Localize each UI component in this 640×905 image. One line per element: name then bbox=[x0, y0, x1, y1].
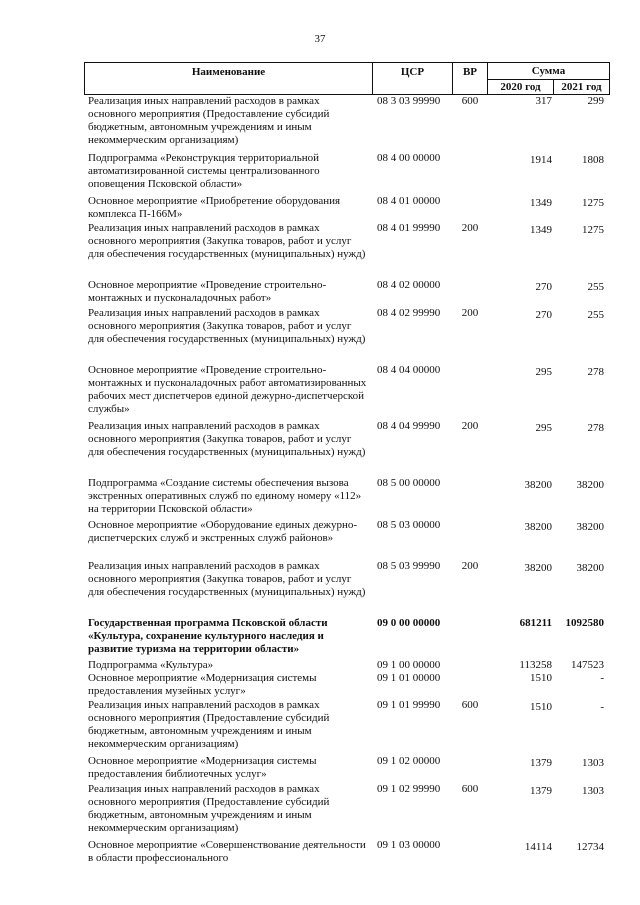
row-2021: 1275 bbox=[582, 197, 604, 209]
row-name: Реализация иных направлений расходов в рамках основного мероприятия (Закупка товаров, работ и услуг для обеспечения государственных (муниципальных) нужд) bbox=[88, 560, 366, 598]
header-name: Наименование bbox=[191, 66, 266, 78]
row-2020: 681211 bbox=[519, 617, 552, 629]
row-2020: 14114 bbox=[524, 841, 552, 853]
row-2021: 1303 bbox=[582, 785, 604, 797]
row-csr: 09 1 01 99990 bbox=[377, 699, 441, 711]
header-year-2021: 2021 год bbox=[561, 81, 602, 93]
row-csr: 09 1 02 00000 bbox=[377, 755, 441, 767]
row-2021: - bbox=[600, 672, 604, 684]
row-vr: 200 bbox=[461, 307, 479, 319]
row-2020: 1379 bbox=[530, 785, 552, 797]
row-name: Реализация иных направлений расходов в рамках основного мероприятия (Предоставление субсидий бюджетным, автономным учреждениям и иным некоммерческим организациям) bbox=[88, 95, 330, 146]
row-2021: 299 bbox=[587, 95, 604, 107]
row-2021: 38200 bbox=[576, 562, 604, 574]
row-name: Основное мероприятие «Проведение строительно-монтажных и пусконаладочных работ» bbox=[88, 279, 327, 304]
row-vr: 200 bbox=[461, 420, 479, 432]
row-vr: 600 bbox=[461, 783, 479, 795]
row-csr: 08 4 01 00000 bbox=[377, 195, 441, 207]
row-csr: 08 4 04 99990 bbox=[377, 420, 441, 432]
row-name: Подпрограмма «Реконструкция территориальной автоматизированной системы централизованного оповещения Псковской области» bbox=[88, 152, 320, 190]
row-2020: 1510 bbox=[530, 701, 552, 713]
header-sum: Сумма bbox=[531, 65, 566, 77]
row-2021: - bbox=[600, 701, 604, 713]
row-2020: 295 bbox=[535, 422, 552, 434]
header-csr: ЦСР bbox=[400, 66, 425, 78]
header-right-border bbox=[609, 62, 610, 94]
row-name: Основное мероприятие «Приобретение оборудования комплекса П-166М» bbox=[88, 195, 341, 220]
row-name: Основное мероприятие «Совершенствование деятельности в области профессионального bbox=[88, 839, 366, 864]
row-name: Основное мероприятие «Оборудование единых дежурно-диспетчерских служб и экстренных служб районов» bbox=[88, 519, 358, 544]
row-2021: 278 bbox=[587, 422, 604, 434]
row-csr: 08 3 03 99990 bbox=[377, 95, 441, 107]
row-2020: 1914 bbox=[530, 154, 552, 166]
row-2021: 1808 bbox=[582, 154, 604, 166]
row-2020: 317 bbox=[535, 95, 552, 107]
row-2020: 1379 bbox=[530, 757, 552, 769]
row-name: Реализация иных направлений расходов в рамках основного мероприятия (Предоставление субсидий бюджетным, автономным учреждениям и иным некоммерческим организациям) bbox=[88, 699, 330, 750]
page-number: 37 bbox=[314, 33, 326, 45]
row-csr: 09 1 03 00000 bbox=[377, 839, 441, 851]
row-vr: 600 bbox=[461, 699, 479, 711]
row-name: Основное мероприятие «Проведение строительно-монтажных и пусконаладочных работ автоматизированных рабочих мест диспетчеров единой дежурно-диспетчерской службы» bbox=[88, 364, 367, 415]
row-csr: 08 5 00 00000 bbox=[377, 477, 441, 489]
row-2020: 1349 bbox=[530, 197, 552, 209]
row-name: Подпрограмма «Культура» bbox=[88, 659, 214, 671]
row-2021: 1092580 bbox=[565, 617, 604, 629]
row-csr: 09 1 02 99990 bbox=[377, 783, 441, 795]
row-2020: 38200 bbox=[524, 562, 552, 574]
row-2021: 255 bbox=[587, 281, 604, 293]
header-top-line bbox=[84, 62, 610, 63]
row-vr: 200 bbox=[461, 222, 479, 234]
row-2020: 113258 bbox=[519, 659, 552, 671]
row-csr: 08 5 03 00000 bbox=[377, 519, 441, 531]
row-2020: 270 bbox=[535, 309, 552, 321]
row-name: Реализация иных направлений расходов в рамках основного мероприятия (Закупка товаров, работ и услуг для обеспечения государственных (муниципальных) нужд) bbox=[88, 222, 366, 260]
row-2020: 270 bbox=[535, 281, 552, 293]
row-name: Государственная программа Псковской области «Культура, сохранение культурного наследия и развитие туризма на территории области» bbox=[88, 617, 328, 655]
row-name: Реализация иных направлений расходов в рамках основного мероприятия (Закупка товаров, работ и услуг для обеспечения государственных (муниципальных) нужд) bbox=[88, 307, 366, 345]
row-csr: 09 0 00 00000 bbox=[377, 617, 441, 629]
row-csr: 09 1 01 00000 bbox=[377, 672, 441, 684]
header-vr: ВР bbox=[462, 66, 478, 78]
row-name: Основное мероприятие «Модернизация системы предоставления библиотечных услуг» bbox=[88, 755, 317, 780]
row-csr: 08 5 03 99990 bbox=[377, 560, 441, 572]
row-name: Реализация иных направлений расходов в рамках основного мероприятия (Закупка товаров, работ и услуг для обеспечения государственных (муниципальных) нужд) bbox=[88, 420, 366, 458]
row-name: Основное мероприятие «Модернизация системы предоставления музейных услуг» bbox=[88, 672, 317, 697]
row-2021: 147523 bbox=[571, 659, 604, 671]
row-2021: 38200 bbox=[576, 479, 604, 491]
row-2021: 1303 bbox=[582, 757, 604, 769]
row-2020: 38200 bbox=[524, 521, 552, 533]
row-2020: 1510 bbox=[530, 672, 552, 684]
row-vr: 600 bbox=[461, 95, 479, 107]
sum-divider-line bbox=[487, 79, 610, 80]
row-2021: 278 bbox=[587, 366, 604, 378]
row-csr: 08 4 02 99990 bbox=[377, 307, 441, 319]
row-csr: 09 1 00 00000 bbox=[377, 659, 441, 671]
row-2020: 295 bbox=[535, 366, 552, 378]
row-csr: 08 4 04 00000 bbox=[377, 364, 441, 376]
row-2020: 1349 bbox=[530, 224, 552, 236]
row-name: Подпрограмма «Создание системы обеспечения вызова экстренных оперативных служб по единому номеру «112» на территории Псковской области» bbox=[88, 477, 362, 515]
row-csr: 08 4 02 00000 bbox=[377, 279, 441, 291]
header-year-2020: 2020 год bbox=[500, 81, 541, 93]
row-2021: 12734 bbox=[576, 841, 604, 853]
row-2021: 1275 bbox=[582, 224, 604, 236]
row-vr: 200 bbox=[461, 560, 479, 572]
row-csr: 08 4 00 00000 bbox=[377, 152, 441, 164]
row-2021: 38200 bbox=[576, 521, 604, 533]
row-csr: 08 4 01 99990 bbox=[377, 222, 441, 234]
row-2021: 255 bbox=[587, 309, 604, 321]
row-2020: 38200 bbox=[524, 479, 552, 491]
row-name: Реализация иных направлений расходов в рамках основного мероприятия (Предоставление субсидий бюджетным, автономным учреждениям и иным некоммерческим организациям) bbox=[88, 783, 330, 834]
